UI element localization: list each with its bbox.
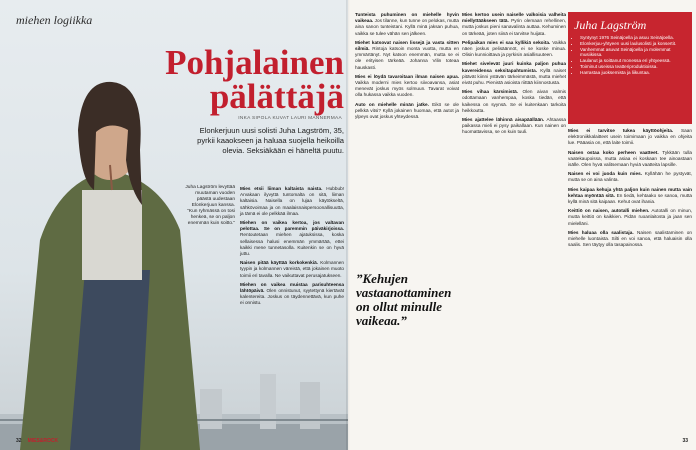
- qa-item: Mies kertoo usein naiselle valkoisia valheita miellyttääkseen tätä. Pyrin olemaan rehellinen, mutta joskus pieni sanavalinta auttaa. Kehuminen on tärkeää, joten siinä ei tarvitse huijata.: [462, 12, 566, 36]
- qa-item: Mies haluaa olla saalistaja. Naisen saalistaminen on miehelle luontaista. Silti en voi sanoa, että haluaisin olla saalis. Sen täytyy olla tasapainossa.: [568, 229, 692, 248]
- folio-right: 33: [682, 438, 688, 444]
- article-column-d: [568, 128, 692, 251]
- fact-box: [568, 12, 692, 124]
- folio-left: [16, 438, 58, 444]
- qa-item: Miehet sivelevät juuri kuinka paljon puhua kavereidensa seksitapahtumista. Kyllä naiset pitävät kiinni ystävän tärkeimmästä, mutta miehet eivät puhu. Pienistä asioista riittää kiinnostusta.: [462, 61, 566, 86]
- lead-paragraph: Elonkerjuun uusi solisti Juha Lagström, 35, pyrkii kaaokseen ja haluaa suojella heikoilla olevia. Seksiäkään ei häneltä puutu.: [197, 126, 344, 155]
- right-page: [348, 0, 696, 450]
- fact-box-list: [568, 35, 692, 76]
- headline: Pohjalainen pälättäjä: [165, 43, 344, 116]
- qa-item: Mies ei löydä tavaroitaan ilman naisen apua. Vaikka moderni mies kertoo siivoavansa, asiat menevät joskus myös solmuun. Tavarat voivat olla hukassa vaikka vuoden.: [355, 73, 459, 98]
- page-number: 32: [16, 438, 22, 444]
- qa-item: Mies etsii liiman kaltaista naista. Hubbub! Arvakaan ilyvyttä tuntomalta on sitä, liiman kaltaisia. Naisella on lujaa käytökseltä, sähkövoimaa ja on maalaisnaispersoonallisuutta, ja tämä ei ole pelkkää ilmaa.: [240, 186, 344, 216]
- fact-item: • Toiminut useissa teatteriproduktioissa.: [580, 64, 686, 70]
- qa-item: Mies vihaa kärsimistä. Olen aivan valmis odottamaan vanhempaa, koska tiedän, että kaikessa on syynsä. Se ei kuitenkaan tarkoita heikkoutta.: [462, 89, 566, 113]
- fact-item: • Laulanut ja soittanut monessa eri yhtyeessä.: [580, 58, 686, 64]
- qa-item: Miehen on vaikea kertoa, jos valtavan pelottaa. Se on paremmin päiväkirjoissa. Rentoutetaan miehen ajatuksissa, koska sellaisessa halusi enemmän ymmärtää, ettei kaikki mene tunnetasolla. Kuitenkin se on hyvä juttu.: [240, 220, 344, 257]
- article-column-a: [240, 186, 344, 310]
- article-column-b: [355, 12, 459, 123]
- fact-item: • Harrastaa juoksemista ja liikuntaa.: [580, 70, 686, 76]
- fact-item: • Elonkerjuu-yhtyeen uusi laulusolisti ja konsertit.: [580, 41, 686, 47]
- qa-item: Miehen on vaikea muistaa parisuhteensa lähtöpäivä. Olen onnistunut, syytettynä kiertävät kalentereita. Joskus on täydennettävä, kun puhe ei onnistu.: [240, 281, 344, 306]
- photo-caption: Juha Lagström levyttää muutaman vuoden päästä uudestaan Elonkerjuun kanssa. ”Kun ryhmässä on tosi henkeä, se on paljon enemmän kuin soitto.”: [185, 185, 235, 226]
- qa-item: Mies ei tarvitse tukea käyttöohjeita. Saan elektroniikkalaitteet usein toimimaan jo vaikka en ohjeita lue. Pääasia on, että laite toimii.: [568, 128, 692, 146]
- qa-item: Keittiö on naisen, autotalli miehen. Autotalli on minun, mutta keittiö on kaikkien. Pidän ruoanlaitosta ja jaan sen mielelläni.: [568, 208, 692, 226]
- qa-item: Mies ajattelee lähinnä aisapäällään. Ahtaassa paikassa mieli ei pysy paikallaan. Kun nainen on huomattavissa, se on kuin tuuli.: [462, 117, 567, 135]
- section-label: miehen logiikka: [16, 13, 93, 27]
- fact-item: • Vanhemmat asuvat Seinäjoella ja molemmat musiikissa.: [580, 47, 686, 59]
- qa-item: Naisen pitää käyttää korkokenkiä. Kolmannen tyypin ja kolmannen väreistä, että jokainen muoto toimii eri tavalla. Ne vaikuttavat perusajatukseen.: [240, 260, 344, 278]
- pull-quote: ”Kehujen vastaanottaminen on ollut minulle vaikeaa.”: [356, 271, 452, 328]
- qa-item: Naisen ei voi juoda kuin mies. Kyllähän he pystyvät, mutta se on aina valinta.: [568, 171, 693, 183]
- qa-item: Mies kaipaa kehuja yhtä paljon kuin nainen mutta vain kehtaa myöntää sitä. En tiedä, kehtaako se sanoa, mutta kyllä minä sitä kaipaan. Kehut ovat ihania.: [568, 186, 692, 205]
- qa-item: Tunteista puhuminen on miehelle hyvin vaikeaa. Jos tilanne, kun tunne on pelokas, mutta aina sanon tunteistani. Kyllä minä jaksan puhua, vaikka se tulee vähän sen jälkeen.: [355, 12, 459, 36]
- qa-item: Auto on miehelle minän jatke. Eikö se ole pelkkä vitsi? Kyllä jokainen huomaa, että autot ja ylpeys ovat joskus yhteydessä.: [355, 101, 459, 120]
- fact-item: • Syntynyt 1976 Seinäjoella ja asuu Seinäjoella.: [580, 35, 686, 41]
- qa-item: Miehet katsovat naisen lissejä ja vasta sitten silmiä. Rintoja katsoin monta vuotta, mutta en ymmärtänyt. Nyt katson enemmän, mutta se ei ole erityisen tärkeää. Johanna Vilin toteaa hauskasti.: [355, 39, 459, 70]
- article-column-c: [462, 12, 566, 139]
- qa-item: Pelipaikan mies ei saa kyllikiä sekoita. Vaikka näen joskus pelisäännöt, ei se koske minua. Olisin kunnioittava ja pyrkisin asiallisuuteen.: [462, 39, 566, 58]
- page-gutter: [346, 0, 350, 450]
- fact-box-title: Juha Lagström: [574, 18, 647, 32]
- magazine-brand: MIES&ROCK: [27, 438, 59, 444]
- qa-item: Naisen ostaa koko perheen vaatteet. Tykkään tulla vaatekaupoissa, mutta asiaa ei koskaan tee ainoastaan isälle. Olen hyvä valitsemaan hyviä vaatteita lapsille.: [568, 149, 693, 168]
- byline: INKA SIPOLA KUVAT LAURI MANNERMAA: [238, 116, 342, 121]
